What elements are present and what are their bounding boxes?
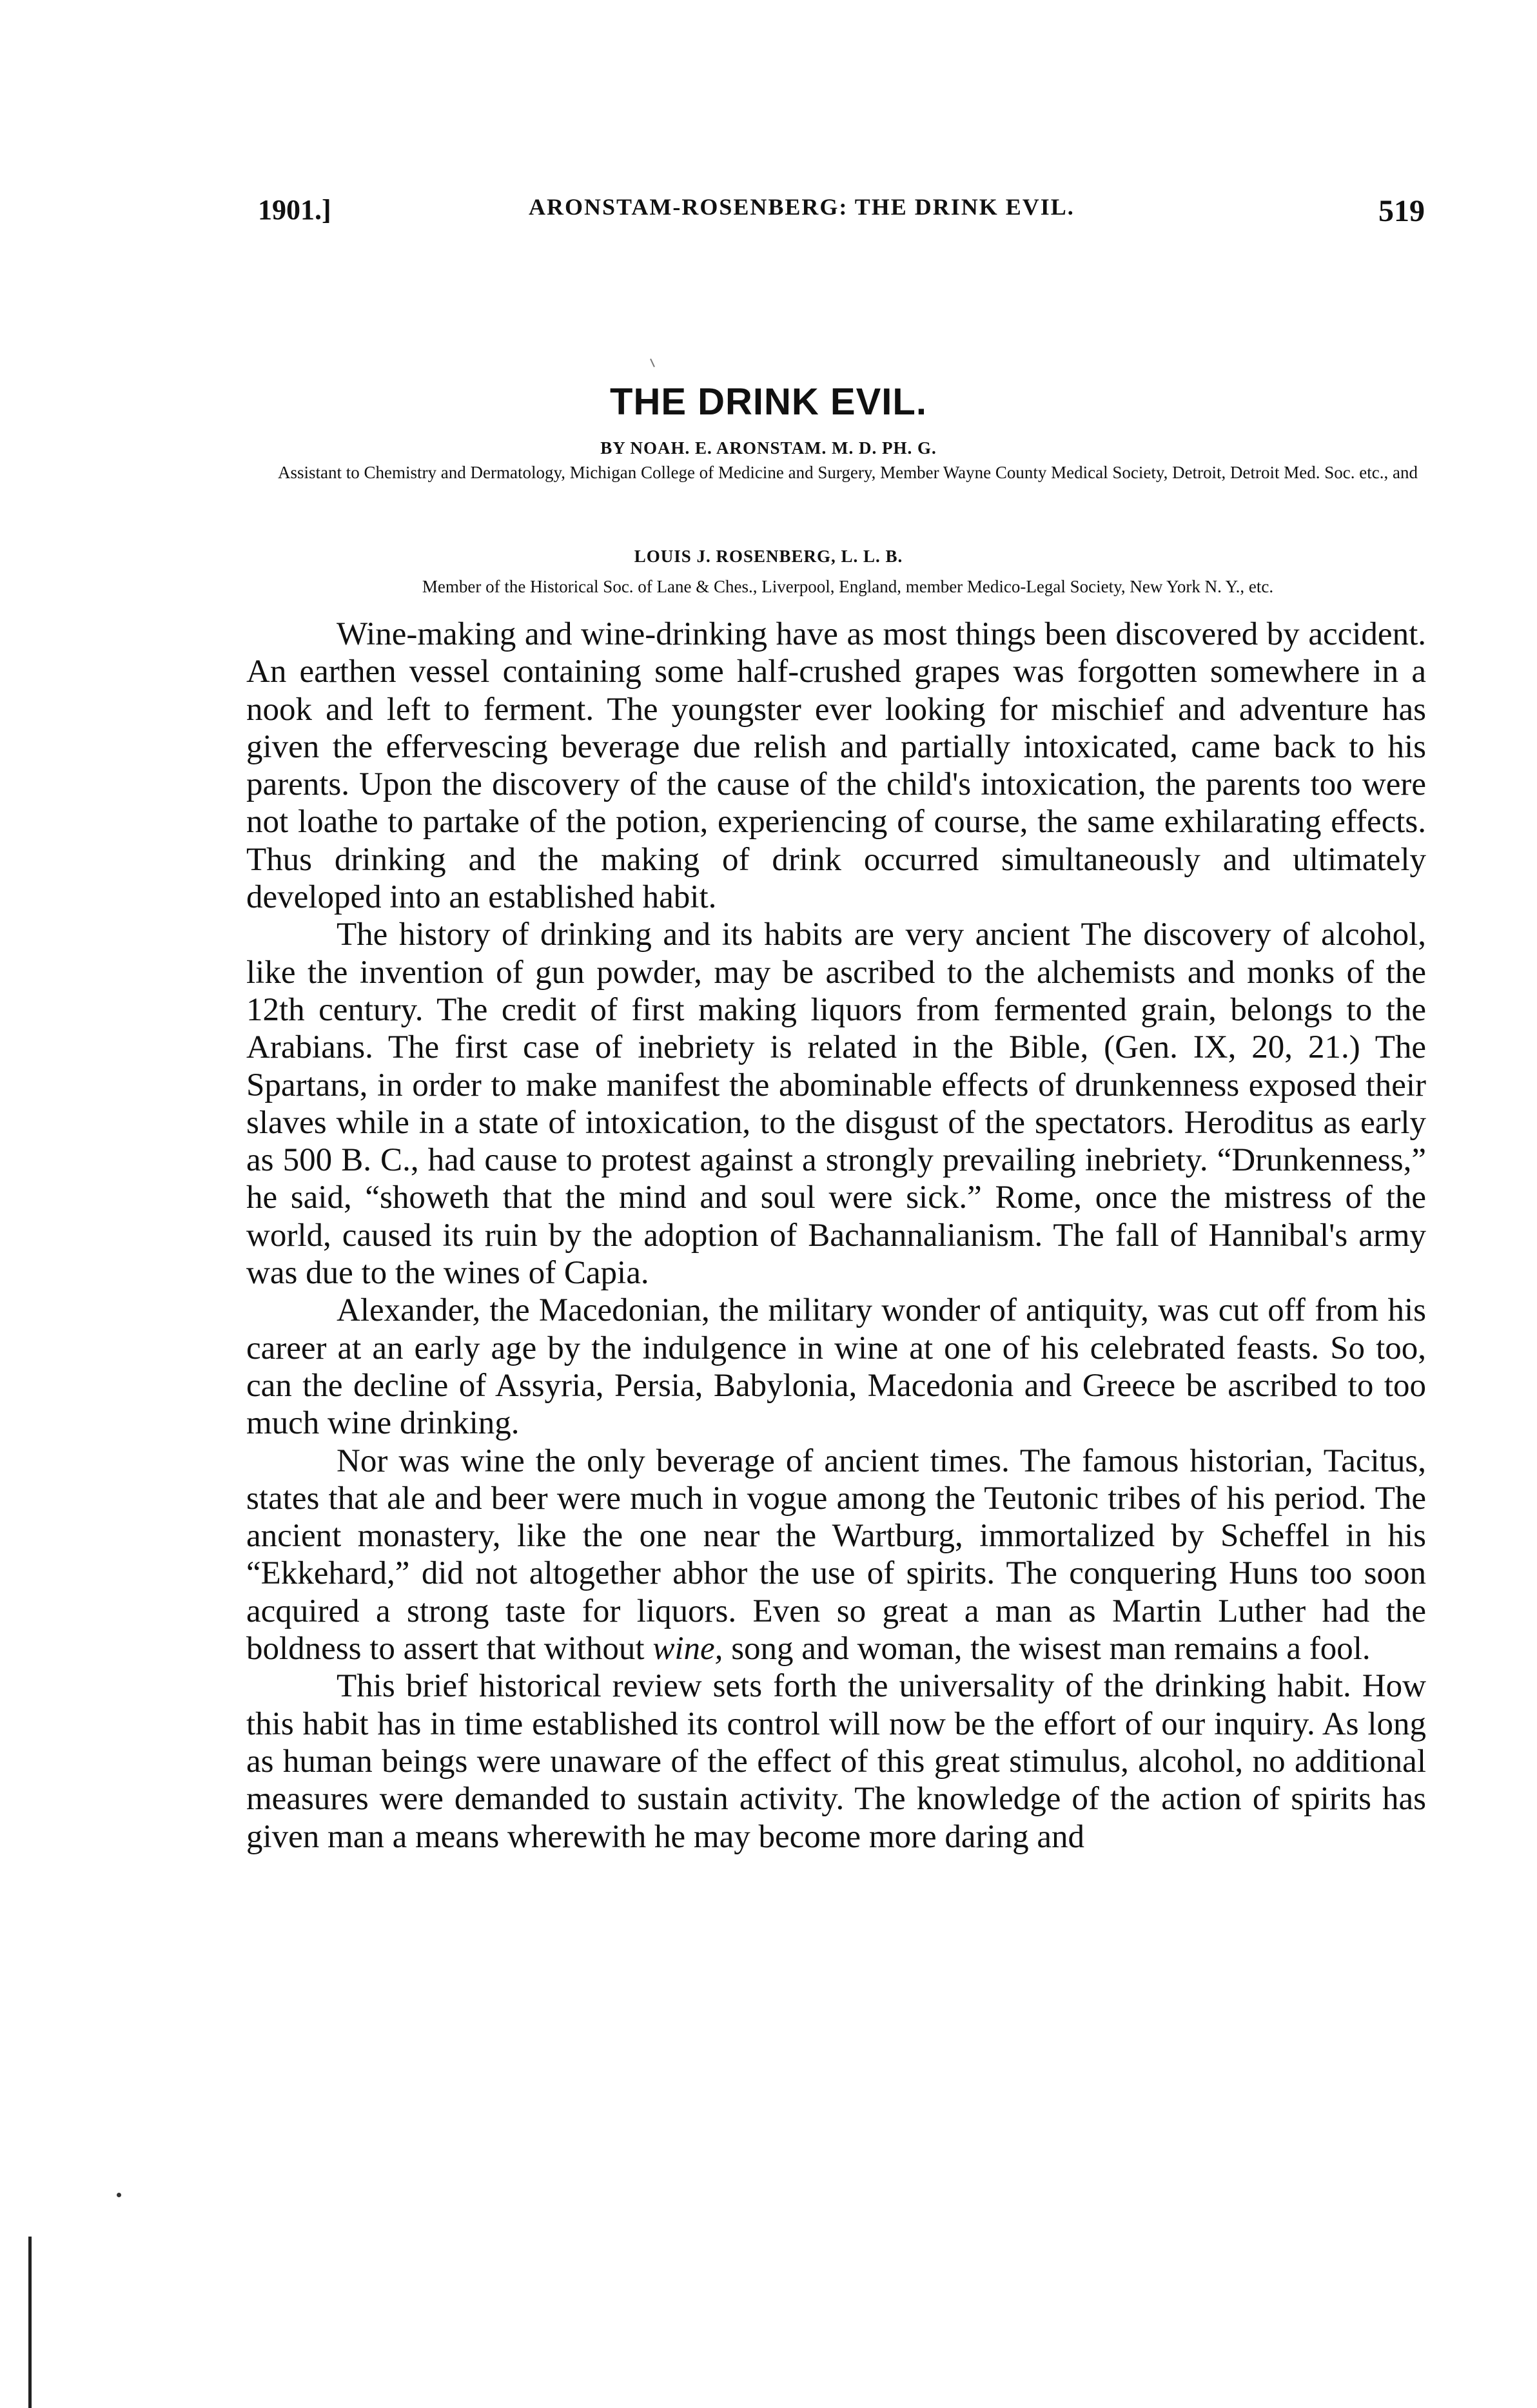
coauthor-name: LOUIS J. ROSENBERG, L. L. B.	[634, 547, 903, 566]
paragraph-text: Nor was wine the only beverage of ancient times. The famous historian, Tacitus, states that ale and beer were much in vogue among the Teutonic tribes of his period. The ancient monastery, like the one near the Wartburg, immortalized by Scheffel in his “Ekkehard,” did not altogether abhor the use of spirits. The conquering Huns too soon acquired a strong taste for liquors. Even so great a man as Martin Luther had the boldness to assert that without	[246, 1442, 1426, 1667]
coauthor-affiliation: Member of the Historical Soc. of Lane & Ches., Liverpool, England, member Medico-Legal Society, New York N. Y., etc.	[422, 577, 1274, 596]
article-title: THE DRINK EVIL.	[610, 381, 927, 423]
page-number: 519	[1378, 194, 1425, 228]
paragraph: Alexander, the Macedonian, the military wonder of antiquity, was cut off from his career at an early age by the indulgence in wine at one of his celebrated feasts. So too, can the decline of Assyria, Persia, Babylonia, Macedonia and Greece be ascribed to too much wine drinking.	[246, 1292, 1426, 1442]
paragraph	[246, 1442, 1426, 1668]
paragraph-text: song and woman, the wisest man remains a fool.	[723, 1631, 1371, 1667]
margin-speck	[117, 2193, 121, 2197]
author-affiliation: Assistant to Chemistry and Dermatology, Michigan College of Medicine and Surgery, Member Wayne County Medical Society, Detroit, Detroit Med. Soc. etc., and	[278, 463, 1418, 482]
paragraph: Wine-making and wine-drinking have as most things been discovered by accident. An earthen vessel containing some half-crushed grapes was forgotten somewhere in a nook and left to ferment. The youngster ever looking for mischief and adventure has given the effervescing beverage due relish and partially intoxicated, came back to his parents. Upon the discovery of the cause of the child's intoxication, the parents too were not loathe to partake of the potion, experiencing of course, the same exhilarating effects. Thus drinking and the making of drink occurred simultaneously and ultimately developed into an established habit.	[246, 616, 1426, 916]
author-byline: BY NOAH. E. ARONSTAM. M. D. PH. G.	[600, 438, 937, 458]
emphasized-word: wine,	[652, 1631, 723, 1667]
running-head-title: ARONSTAM-ROSENBERG: THE DRINK EVIL.	[529, 194, 1075, 220]
running-head-year: 1901.]	[258, 194, 331, 226]
paragraph: This brief historical review sets forth the universality of the drinking habit. How this habit has in time established its control will now be the effort of our inquiry. As long as human beings were unaware of the effect of this great stimulus, alcohol, no additional measures were demanded to sustain activity. The knowledge of the action of spirits has given man a means wherewith he may become more daring and	[246, 1668, 1426, 1855]
running-head	[258, 193, 1425, 232]
stray-mark	[650, 358, 655, 367]
paragraph: The history of drinking and its habits are very ancient The discovery of alcohol, like the invention of gun powder, may be ascribed to the alchemists and monks of the 12th century. The credit of first making liquors from fermented grain, belongs to the Arabians. The first case of inebriety is related in the Bible, (Gen. IX, 20, 21.) The Spartans, in order to make manifest the abominable effects of drunkenness exposed their slaves while in a state of intoxication, to the disgust of the spectators. Heroditus as early as 500 B. C., had cause to protest against a strongly prevailing inebriety. “Drunkenness,” he said, “showeth that the mind and soul were sick.” Rome, once the mistress of the world, caused its ruin by the adoption of Bachannalianism. The fall of Hannibal's army was due to the wines of Capia.	[246, 917, 1426, 1292]
article-body	[246, 616, 1426, 1856]
margin-edge-line	[28, 2237, 32, 2408]
